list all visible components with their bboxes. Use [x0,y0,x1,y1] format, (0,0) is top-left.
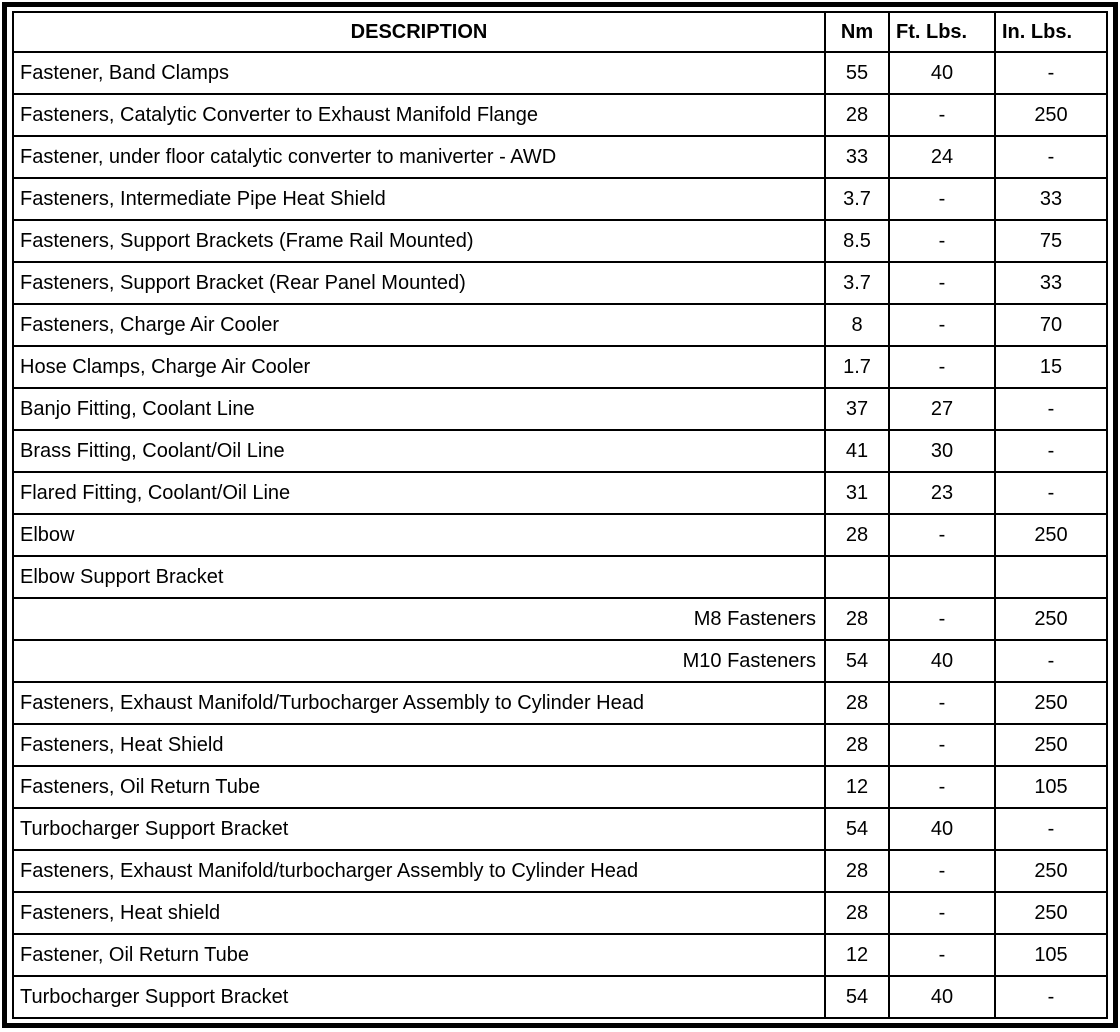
in-lbs-cell: 15 [995,346,1107,388]
table-row [13,556,1107,598]
in-lbs-cell: 70 [995,304,1107,346]
ft-lbs-cell: - [889,178,995,220]
ft-lbs-cell: - [889,892,995,934]
table-row [13,598,1107,640]
nm-cell: 28 [825,724,889,766]
nm-cell: 28 [825,94,889,136]
nm-cell: 28 [825,598,889,640]
description-cell: Elbow Support Bracket [13,556,825,598]
description-cell: Hose Clamps, Charge Air Cooler [13,346,825,388]
in-lbs-cell: 250 [995,598,1107,640]
table-row [13,178,1107,220]
description-cell: Brass Fitting, Coolant/Oil Line [13,430,825,472]
ft-lbs-cell: - [889,346,995,388]
table-row [13,472,1107,514]
ft-lbs-cell: 40 [889,976,995,1018]
ft-lbs-cell: - [889,682,995,724]
table-row [13,262,1107,304]
ft-lbs-cell: - [889,724,995,766]
nm-cell: 12 [825,934,889,976]
in-lbs-cell: - [995,52,1107,94]
ft-lbs-cell: - [889,598,995,640]
description-cell: Fasteners, Support Bracket (Rear Panel Mounted) [13,262,825,304]
in-lbs-cell: 250 [995,724,1107,766]
table-row [13,682,1107,724]
table-body [13,52,1107,1018]
description-cell: Fasteners, Exhaust Manifold/Turbocharger Assembly to Cylinder Head [13,682,825,724]
ft-lbs-cell: - [889,220,995,262]
table-row [13,136,1107,178]
description-cell: Fasteners, Catalytic Converter to Exhaust Manifold Flange [13,94,825,136]
ft-lbs-cell: - [889,514,995,556]
header-row [13,12,1107,52]
in-lbs-cell: - [995,472,1107,514]
description-cell: Fasteners, Oil Return Tube [13,766,825,808]
table-row [13,976,1107,1018]
in-lbs-cell: 33 [995,178,1107,220]
ft-lbs-cell: - [889,94,995,136]
col-header-ft-lbs: Ft. Lbs. [889,12,995,52]
nm-cell: 3.7 [825,262,889,304]
in-lbs-cell: 250 [995,682,1107,724]
description-cell: Flared Fitting, Coolant/Oil Line [13,472,825,514]
in-lbs-cell [995,556,1107,598]
description-cell: Fasteners, Heat shield [13,892,825,934]
in-lbs-cell: 250 [995,892,1107,934]
table-row [13,724,1107,766]
nm-cell [825,556,889,598]
page-frame [2,2,1118,1028]
nm-cell: 8 [825,304,889,346]
nm-cell: 28 [825,514,889,556]
table-row [13,640,1107,682]
in-lbs-cell: - [995,976,1107,1018]
table-row [13,346,1107,388]
ft-lbs-cell: - [889,850,995,892]
in-lbs-cell: 33 [995,262,1107,304]
nm-cell: 37 [825,388,889,430]
table-row [13,892,1107,934]
description-cell: Turbocharger Support Bracket [13,976,825,1018]
description-cell: Fasteners, Intermediate Pipe Heat Shield [13,178,825,220]
ft-lbs-cell: 27 [889,388,995,430]
ft-lbs-cell: - [889,304,995,346]
in-lbs-cell: - [995,388,1107,430]
table-row [13,430,1107,472]
nm-cell: 28 [825,682,889,724]
description-cell: Fastener, Oil Return Tube [13,934,825,976]
description-cell: M8 Fasteners [13,598,825,640]
ft-lbs-cell: - [889,766,995,808]
in-lbs-cell: 105 [995,934,1107,976]
table-row [13,514,1107,556]
ft-lbs-cell: 40 [889,52,995,94]
nm-cell: 1.7 [825,346,889,388]
in-lbs-cell: 250 [995,94,1107,136]
in-lbs-cell: - [995,136,1107,178]
in-lbs-cell: - [995,808,1107,850]
nm-cell: 28 [825,850,889,892]
ft-lbs-cell: 40 [889,640,995,682]
description-cell: Banjo Fitting, Coolant Line [13,388,825,430]
table-row [13,808,1107,850]
in-lbs-cell: 250 [995,850,1107,892]
in-lbs-cell: 75 [995,220,1107,262]
description-cell: Fasteners, Charge Air Cooler [13,304,825,346]
description-cell: M10 Fasteners [13,640,825,682]
ft-lbs-cell: - [889,934,995,976]
nm-cell: 54 [825,808,889,850]
ft-lbs-cell: 24 [889,136,995,178]
ft-lbs-cell: - [889,262,995,304]
nm-cell: 8.5 [825,220,889,262]
description-cell: Fastener, Band Clamps [13,52,825,94]
in-lbs-cell: 105 [995,766,1107,808]
nm-cell: 28 [825,892,889,934]
description-cell: Fasteners, Heat Shield [13,724,825,766]
ft-lbs-cell: 40 [889,808,995,850]
nm-cell: 3.7 [825,178,889,220]
ft-lbs-cell [889,556,995,598]
nm-cell: 54 [825,640,889,682]
description-cell: Elbow [13,514,825,556]
description-cell: Fasteners, Exhaust Manifold/turbocharger Assembly to Cylinder Head [13,850,825,892]
table-row [13,52,1107,94]
in-lbs-cell: 250 [995,514,1107,556]
torque-spec-table [12,11,1108,1019]
in-lbs-cell: - [995,640,1107,682]
nm-cell: 31 [825,472,889,514]
table-row [13,934,1107,976]
ft-lbs-cell: 30 [889,430,995,472]
table-row [13,94,1107,136]
description-cell: Turbocharger Support Bracket [13,808,825,850]
nm-cell: 41 [825,430,889,472]
nm-cell: 55 [825,52,889,94]
table-row [13,304,1107,346]
description-cell: Fastener, under floor catalytic converter to maniverter - AWD [13,136,825,178]
table-row [13,220,1107,262]
description-cell: Fasteners, Support Brackets (Frame Rail Mounted) [13,220,825,262]
table-row [13,850,1107,892]
in-lbs-cell: - [995,430,1107,472]
col-header-nm: Nm [825,12,889,52]
table-row [13,388,1107,430]
nm-cell: 12 [825,766,889,808]
col-header-description: DESCRIPTION [13,12,825,52]
col-header-in-lbs: In. Lbs. [995,12,1107,52]
nm-cell: 33 [825,136,889,178]
nm-cell: 54 [825,976,889,1018]
ft-lbs-cell: 23 [889,472,995,514]
table-row [13,766,1107,808]
